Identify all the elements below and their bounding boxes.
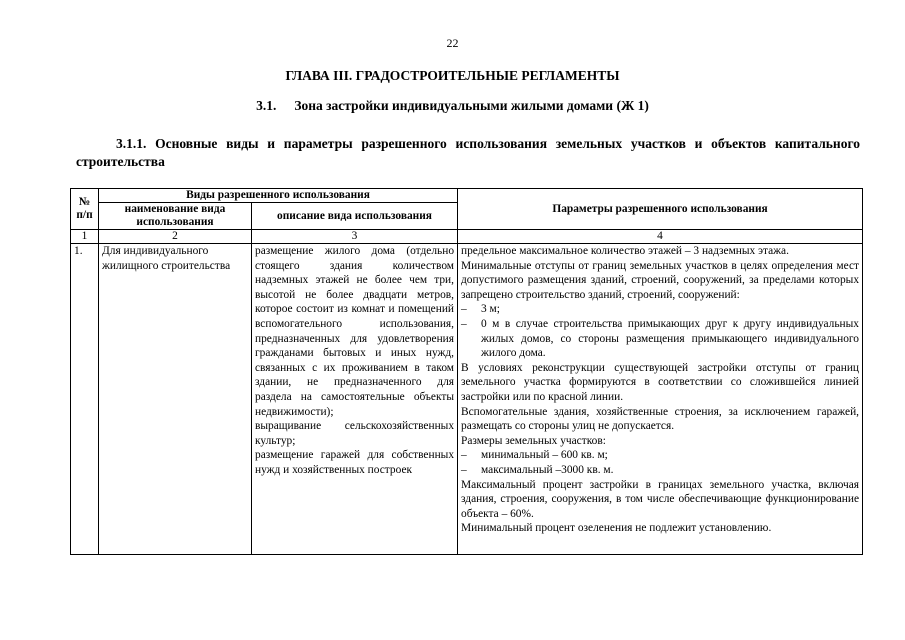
- description-paragraph: размещение гаражей для собственных нужд и хозяйственных построек: [255, 449, 455, 476]
- setback-3m: 3 м;: [481, 303, 500, 316]
- page-number: 22: [446, 36, 459, 50]
- list-item: [461, 317, 859, 361]
- name-header: наименование вида использования: [99, 203, 252, 230]
- parameters-header: Параметры разрешенного использования: [458, 189, 863, 230]
- column-number: 3: [252, 230, 458, 244]
- param-setbacks: Минимальные отступы от границ земельных участков в целях определения мест допустимого размещения зданий, строений, сооружений, за пределами которых запрещено строительство зданий, строений, сооружений:: [461, 259, 860, 301]
- use-parameters: [458, 244, 863, 555]
- size-min: минимальный – 600 кв. м;: [481, 449, 608, 462]
- dash-marker: –: [461, 317, 467, 330]
- zone-number: 3.1.: [256, 98, 277, 113]
- row-number: 1.: [71, 244, 99, 555]
- dash-marker: –: [461, 449, 467, 462]
- param-reconstruction: В условиях реконструкции существующей застройки отступы от границ земельного участка формируются в соответствии со сложившейся линией застройки или по красной линии.: [461, 361, 860, 403]
- description-paragraph: выращивание сельскохозяйственных культур;: [255, 420, 455, 447]
- subsection-title: 3.1.1. Основные виды и параметры разрешенного использования земельных участков и объектов капитального строительства: [76, 136, 860, 169]
- zone-title: Зона застройки индивидуальными жилыми домами (Ж 1): [294, 98, 649, 113]
- table-row: [71, 244, 863, 555]
- param-plot-sizes: Размеры земельных участков:: [461, 434, 606, 447]
- dash-marker: –: [461, 463, 467, 476]
- description-header: описание вида использования: [252, 203, 458, 230]
- dash-marker: –: [461, 303, 467, 316]
- zone-heading: [0, 98, 905, 114]
- param-auxiliary-buildings: Вспомогательные здания, хозяйственные строения, за исключением гаражей, размещать со стороны улиц не допускается.: [461, 405, 860, 433]
- list-item: [461, 448, 859, 463]
- use-name: Для индивидуального жилищного строительства: [99, 244, 252, 555]
- regulations-table: [70, 188, 863, 555]
- setback-0m: 0 м в случае строительства примыкающих друг к другу индивидуальных жилых домов, со стороны размещения примыкающего индивидуального жилого дома.: [481, 317, 860, 360]
- column-number: 4: [458, 230, 863, 244]
- param-max-coverage: Максимальный процент застройки в границах земельного участка, включая здания, строения, сооружения, в том числе обеспечивающие функционирование объекта – 60%.: [461, 478, 860, 520]
- column-number-row: [71, 230, 863, 244]
- param-greening: Минимальный процент озеленения не подлежит установлению.: [461, 522, 772, 535]
- chapter-title: ГЛАВА III. ГРАДОСТРОИТЕЛЬНЫЕ РЕГЛАМЕНТЫ: [285, 68, 620, 83]
- size-max: максимальный –3000 кв. м.: [481, 463, 614, 476]
- col-num-header: № п/п: [71, 189, 99, 230]
- header-row-1: [71, 189, 863, 203]
- use-description: [252, 244, 458, 555]
- column-number: 2: [99, 230, 252, 244]
- list-item: [461, 302, 859, 317]
- list-item: [461, 463, 859, 478]
- column-number: 1: [71, 230, 99, 244]
- param-floors: предельное максимальное количество этажей – 3 надземных этажа.: [461, 245, 789, 257]
- kinds-header: Виды разрешенного использования: [99, 189, 458, 203]
- description-paragraph: размещение жилого дома (отдельно стоящего здания количеством надземных этажей не более чем три, высотой не более двадцати метров, которое состоит из комнат и помещений вспомогательного использования, предназначенных для удовлетворения гражданами бытовых и иных нужд, связанных с их проживанием в таком здании, не предназначенного для раздела на самостоятельные объекты недвижимости);: [255, 245, 455, 418]
